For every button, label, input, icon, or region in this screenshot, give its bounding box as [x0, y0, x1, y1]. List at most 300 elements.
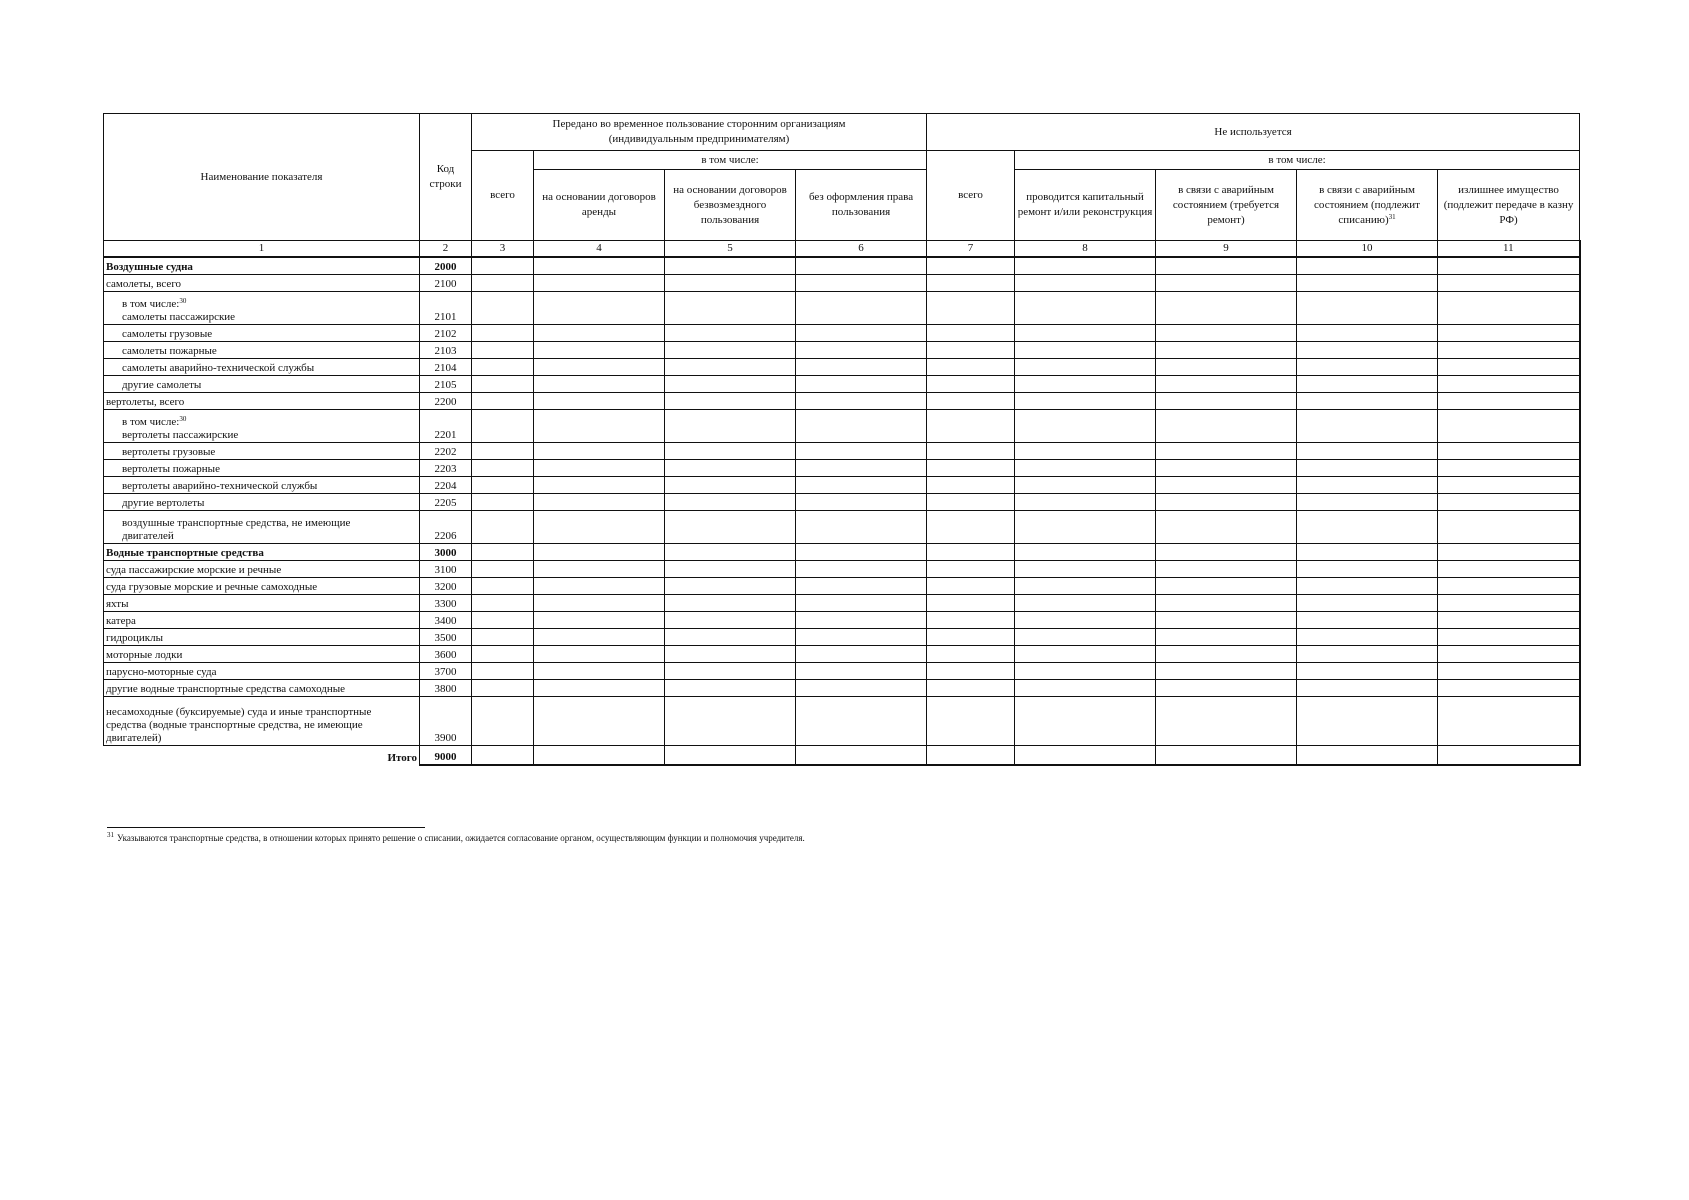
value-cell-col-10[interactable] [1297, 342, 1438, 359]
value-cell-col-3[interactable] [472, 460, 534, 477]
header-lease: на основании договоров аренды [534, 170, 665, 241]
column-number-row [104, 241, 1580, 258]
total-cell-col-5[interactable] [665, 746, 796, 766]
table-row [104, 477, 1580, 494]
value-cell-col-9[interactable] [1156, 460, 1297, 477]
value-cell-col-3[interactable] [472, 511, 534, 544]
value-cell-col-11[interactable] [1438, 612, 1580, 629]
row-code: 3800 [420, 680, 472, 697]
value-cell-col-3[interactable] [472, 612, 534, 629]
row-code: 2204 [420, 477, 472, 494]
column-number: 6 [796, 241, 927, 258]
value-cell-col-5[interactable] [665, 257, 796, 275]
value-cell-col-9[interactable] [1156, 595, 1297, 612]
total-cell-col-3[interactable] [472, 746, 534, 766]
value-cell-col-9[interactable] [1156, 393, 1297, 410]
row-label: самолеты, всего [106, 278, 182, 290]
value-cell-col-8[interactable] [1015, 342, 1156, 359]
value-cell-col-9[interactable] [1156, 257, 1297, 275]
value-cell-col-10[interactable] [1297, 663, 1438, 680]
value-cell-col-10[interactable] [1297, 646, 1438, 663]
value-cell-col-8[interactable] [1015, 544, 1156, 561]
table-row [104, 275, 1580, 292]
row-label: яхты [106, 598, 129, 610]
value-cell-col-4[interactable] [534, 646, 665, 663]
row-label-cell [104, 511, 420, 544]
value-cell-col-10[interactable] [1297, 460, 1438, 477]
column-number: 11 [1438, 241, 1580, 258]
value-cell-col-7[interactable] [927, 342, 1015, 359]
value-cell-col-11[interactable] [1438, 393, 1580, 410]
row-code: 3300 [420, 595, 472, 612]
value-cell-col-10[interactable] [1297, 477, 1438, 494]
value-cell-col-4[interactable] [534, 393, 665, 410]
value-cell-col-9[interactable] [1156, 629, 1297, 646]
total-cell-col-10[interactable] [1297, 746, 1438, 766]
row-label: вертолеты, всего [106, 396, 185, 408]
row-label: гидроциклы [106, 632, 163, 644]
row-label-cell [104, 257, 420, 275]
value-cell-col-11[interactable] [1438, 578, 1580, 595]
value-cell-col-8[interactable] [1015, 680, 1156, 697]
value-cell-col-4[interactable] [534, 275, 665, 292]
value-cell-col-8[interactable] [1015, 663, 1156, 680]
value-cell-col-7[interactable] [927, 460, 1015, 477]
column-number: 9 [1156, 241, 1297, 258]
value-cell-col-7[interactable] [927, 663, 1015, 680]
value-cell-col-9[interactable] [1156, 511, 1297, 544]
total-cell-col-9[interactable] [1156, 746, 1297, 766]
value-cell-col-9[interactable] [1156, 494, 1297, 511]
value-cell-col-11[interactable] [1438, 697, 1580, 746]
value-cell-col-5[interactable] [665, 612, 796, 629]
row-code: 2206 [420, 511, 472, 544]
report-sheet [103, 113, 1579, 766]
row-label-cell [104, 359, 420, 376]
value-cell-col-6[interactable] [796, 342, 927, 359]
value-cell-col-7[interactable] [927, 257, 1015, 275]
value-cell-col-5[interactable] [665, 578, 796, 595]
value-cell-col-5[interactable] [665, 595, 796, 612]
row-code: 2201 [420, 410, 472, 443]
value-cell-col-6[interactable] [796, 646, 927, 663]
value-cell-col-3[interactable] [472, 663, 534, 680]
value-cell-col-4[interactable] [534, 663, 665, 680]
column-number: 8 [1015, 241, 1156, 258]
value-cell-col-9[interactable] [1156, 544, 1297, 561]
value-cell-col-8[interactable] [1015, 612, 1156, 629]
row-label: вертолеты пожарные [122, 463, 220, 475]
row-code: 2104 [420, 359, 472, 376]
total-cell-col-11[interactable] [1438, 746, 1580, 766]
value-cell-col-4[interactable] [534, 325, 665, 342]
value-cell-col-3[interactable] [472, 393, 534, 410]
value-cell-col-8[interactable] [1015, 292, 1156, 325]
value-cell-col-10[interactable] [1297, 257, 1438, 275]
value-cell-col-3[interactable] [472, 561, 534, 578]
row-label: двигателей) [106, 732, 162, 744]
row-label: парусно-моторные суда [106, 666, 217, 678]
value-cell-col-5[interactable] [665, 697, 796, 746]
value-cell-col-8[interactable] [1015, 325, 1156, 342]
value-cell-col-3[interactable] [472, 342, 534, 359]
value-cell-col-11[interactable] [1438, 561, 1580, 578]
value-cell-col-11[interactable] [1438, 511, 1580, 544]
value-cell-col-11[interactable] [1438, 629, 1580, 646]
value-cell-col-5[interactable] [665, 646, 796, 663]
value-cell-col-7[interactable] [927, 275, 1015, 292]
header-transferred-total: всего [472, 151, 534, 241]
value-cell-col-3[interactable] [472, 646, 534, 663]
value-cell-col-5[interactable] [665, 460, 796, 477]
value-cell-col-8[interactable] [1015, 578, 1156, 595]
value-cell-col-6[interactable] [796, 494, 927, 511]
total-row [104, 746, 1580, 766]
value-cell-col-8[interactable] [1015, 376, 1156, 393]
value-cell-col-5[interactable] [665, 680, 796, 697]
value-cell-col-7[interactable] [927, 376, 1015, 393]
value-cell-col-10[interactable] [1297, 275, 1438, 292]
value-cell-col-5[interactable] [665, 292, 796, 325]
value-cell-col-9[interactable] [1156, 443, 1297, 460]
row-label: самолеты пассажирские [122, 311, 236, 323]
value-cell-col-5[interactable] [665, 325, 796, 342]
value-cell-col-7[interactable] [927, 561, 1015, 578]
header-free-use: на основании договоров безвозмездного пользования [665, 170, 796, 241]
value-cell-col-10[interactable] [1297, 359, 1438, 376]
value-cell-col-4[interactable] [534, 410, 665, 443]
value-cell-col-10[interactable] [1297, 595, 1438, 612]
value-cell-col-9[interactable] [1156, 612, 1297, 629]
value-cell-col-8[interactable] [1015, 629, 1156, 646]
value-cell-col-10[interactable] [1297, 544, 1438, 561]
value-cell-col-4[interactable] [534, 612, 665, 629]
value-cell-col-7[interactable] [927, 325, 1015, 342]
value-cell-col-10[interactable] [1297, 393, 1438, 410]
value-cell-col-3[interactable] [472, 697, 534, 746]
row-code: 3000 [420, 544, 472, 561]
value-cell-col-7[interactable] [927, 292, 1015, 325]
value-cell-col-4[interactable] [534, 342, 665, 359]
table-row [104, 612, 1580, 629]
value-cell-col-9[interactable] [1156, 697, 1297, 746]
value-cell-col-4[interactable] [534, 561, 665, 578]
value-cell-col-11[interactable] [1438, 680, 1580, 697]
table-body [104, 257, 1580, 765]
row-label-prefix: в том числе: [122, 416, 180, 428]
value-cell-col-8[interactable] [1015, 460, 1156, 477]
row-label-cell [104, 578, 420, 595]
value-cell-col-6[interactable] [796, 663, 927, 680]
header-no-right: без оформления права пользования [796, 170, 927, 241]
value-cell-col-8[interactable] [1015, 646, 1156, 663]
value-cell-col-9[interactable] [1156, 359, 1297, 376]
value-cell-col-11[interactable] [1438, 460, 1580, 477]
value-cell-col-6[interactable] [796, 578, 927, 595]
value-cell-col-5[interactable] [665, 342, 796, 359]
header-not-used-group: Не используется [927, 114, 1580, 151]
value-cell-col-11[interactable] [1438, 595, 1580, 612]
value-cell-col-7[interactable] [927, 393, 1015, 410]
value-cell-col-6[interactable] [796, 511, 927, 544]
value-cell-col-5[interactable] [665, 477, 796, 494]
value-cell-col-4[interactable] [534, 359, 665, 376]
value-cell-col-6[interactable] [796, 359, 927, 376]
header-emergency-writeoff-text: в связи с аварийным состоянием (подлежит списанию) [1314, 183, 1420, 226]
value-cell-col-11[interactable] [1438, 275, 1580, 292]
row-label: вертолеты аварийно-технической службы [122, 480, 318, 492]
value-cell-col-6[interactable] [796, 697, 927, 746]
value-cell-col-6[interactable] [796, 544, 927, 561]
value-cell-col-7[interactable] [927, 443, 1015, 460]
value-cell-col-7[interactable] [927, 410, 1015, 443]
value-cell-col-8[interactable] [1015, 393, 1156, 410]
row-code: 2100 [420, 275, 472, 292]
total-cell-col-4[interactable] [534, 746, 665, 766]
value-cell-col-10[interactable] [1297, 629, 1438, 646]
value-cell-col-7[interactable] [927, 578, 1015, 595]
value-cell-col-8[interactable] [1015, 511, 1156, 544]
value-cell-col-11[interactable] [1438, 646, 1580, 663]
row-code: 3500 [420, 629, 472, 646]
value-cell-col-11[interactable] [1438, 477, 1580, 494]
value-cell-col-3[interactable] [472, 544, 534, 561]
header-name-col: Наименование показателя [104, 114, 420, 241]
row-code: 3400 [420, 612, 472, 629]
value-cell-col-7[interactable] [927, 359, 1015, 376]
value-cell-col-6[interactable] [796, 275, 927, 292]
value-cell-col-6[interactable] [796, 410, 927, 443]
value-cell-col-9[interactable] [1156, 578, 1297, 595]
row-label: моторные лодки [106, 649, 183, 661]
total-label: Итого [104, 746, 420, 766]
value-cell-col-8[interactable] [1015, 359, 1156, 376]
value-cell-col-4[interactable] [534, 697, 665, 746]
value-cell-col-5[interactable] [665, 376, 796, 393]
value-cell-col-4[interactable] [534, 595, 665, 612]
value-cell-col-5[interactable] [665, 663, 796, 680]
row-code: 2101 [420, 292, 472, 325]
value-cell-col-5[interactable] [665, 275, 796, 292]
value-cell-col-9[interactable] [1156, 646, 1297, 663]
value-cell-col-8[interactable] [1015, 275, 1156, 292]
column-number: 2 [420, 241, 472, 258]
value-cell-col-7[interactable] [927, 629, 1015, 646]
value-cell-col-6[interactable] [796, 292, 927, 325]
value-cell-col-5[interactable] [665, 629, 796, 646]
value-cell-col-8[interactable] [1015, 595, 1156, 612]
value-cell-col-8[interactable] [1015, 443, 1156, 460]
value-cell-col-11[interactable] [1438, 544, 1580, 561]
table-row [104, 443, 1580, 460]
value-cell-col-7[interactable] [927, 646, 1015, 663]
header-notused-total: всего [927, 151, 1015, 241]
value-cell-col-11[interactable] [1438, 257, 1580, 275]
row-label-cell [104, 629, 420, 646]
value-cell-col-8[interactable] [1015, 697, 1156, 746]
value-cell-col-3[interactable] [472, 578, 534, 595]
value-cell-col-3[interactable] [472, 257, 534, 275]
row-label-cell [104, 663, 420, 680]
value-cell-col-3[interactable] [472, 629, 534, 646]
value-cell-col-6[interactable] [796, 680, 927, 697]
value-cell-col-4[interactable] [534, 376, 665, 393]
total-cell-col-6[interactable] [796, 746, 927, 766]
header-transferred-group: Передано во временное пользование сторонним организациям (индивидуальным предпринимателям) [472, 114, 927, 151]
value-cell-col-10[interactable] [1297, 443, 1438, 460]
header-surplus: излишнее имущество (подлежит передаче в казну РФ) [1438, 170, 1580, 241]
value-cell-col-5[interactable] [665, 443, 796, 460]
row-label-cell [104, 376, 420, 393]
value-cell-col-9[interactable] [1156, 680, 1297, 697]
total-cell-col-7[interactable] [927, 746, 1015, 766]
value-cell-col-3[interactable] [472, 325, 534, 342]
row-label-cell [104, 680, 420, 697]
value-cell-col-6[interactable] [796, 257, 927, 275]
value-cell-col-10[interactable] [1297, 578, 1438, 595]
value-cell-col-7[interactable] [927, 680, 1015, 697]
row-label: вертолеты грузовые [122, 446, 216, 458]
value-cell-col-6[interactable] [796, 612, 927, 629]
row-code: 3700 [420, 663, 472, 680]
value-cell-col-5[interactable] [665, 561, 796, 578]
value-cell-col-10[interactable] [1297, 494, 1438, 511]
row-label-cell [104, 342, 420, 359]
row-code: 2203 [420, 460, 472, 477]
value-cell-col-10[interactable] [1297, 511, 1438, 544]
value-cell-col-9[interactable] [1156, 292, 1297, 325]
value-cell-col-6[interactable] [796, 629, 927, 646]
value-cell-col-11[interactable] [1438, 376, 1580, 393]
value-cell-col-7[interactable] [927, 697, 1015, 746]
value-cell-col-7[interactable] [927, 544, 1015, 561]
value-cell-col-10[interactable] [1297, 292, 1438, 325]
value-cell-col-4[interactable] [534, 292, 665, 325]
value-cell-col-4[interactable] [534, 460, 665, 477]
value-cell-col-3[interactable] [472, 477, 534, 494]
row-code: 2202 [420, 443, 472, 460]
value-cell-col-11[interactable] [1438, 342, 1580, 359]
total-cell-col-8[interactable] [1015, 746, 1156, 766]
value-cell-col-10[interactable] [1297, 325, 1438, 342]
value-cell-col-11[interactable] [1438, 410, 1580, 443]
header-code-col: Код строки [420, 114, 472, 241]
value-cell-col-4[interactable] [534, 629, 665, 646]
value-cell-col-4[interactable] [534, 257, 665, 275]
table-row [104, 325, 1580, 342]
value-cell-col-10[interactable] [1297, 612, 1438, 629]
value-cell-col-6[interactable] [796, 325, 927, 342]
value-cell-col-3[interactable] [472, 595, 534, 612]
value-cell-col-6[interactable] [796, 477, 927, 494]
value-cell-col-4[interactable] [534, 544, 665, 561]
value-cell-col-3[interactable] [472, 275, 534, 292]
value-cell-col-10[interactable] [1297, 680, 1438, 697]
value-cell-col-11[interactable] [1438, 443, 1580, 460]
value-cell-col-4[interactable] [534, 578, 665, 595]
row-label-cell [104, 494, 420, 511]
value-cell-col-9[interactable] [1156, 477, 1297, 494]
value-cell-col-3[interactable] [472, 494, 534, 511]
value-cell-col-8[interactable] [1015, 257, 1156, 275]
value-cell-col-3[interactable] [472, 376, 534, 393]
value-cell-col-5[interactable] [665, 393, 796, 410]
value-cell-col-6[interactable] [796, 443, 927, 460]
header-emergency-writeoff [1297, 170, 1438, 241]
value-cell-col-4[interactable] [534, 494, 665, 511]
value-cell-col-9[interactable] [1156, 275, 1297, 292]
value-cell-col-11[interactable] [1438, 663, 1580, 680]
row-label: суда пассажирские морские и речные [106, 564, 282, 576]
value-cell-col-9[interactable] [1156, 663, 1297, 680]
value-cell-col-10[interactable] [1297, 376, 1438, 393]
value-cell-col-9[interactable] [1156, 561, 1297, 578]
value-cell-col-7[interactable] [927, 477, 1015, 494]
row-label-cell [104, 646, 420, 663]
value-cell-col-7[interactable] [927, 494, 1015, 511]
value-cell-col-7[interactable] [927, 595, 1015, 612]
value-cell-col-11[interactable] [1438, 325, 1580, 342]
value-cell-col-6[interactable] [796, 595, 927, 612]
column-number: 10 [1297, 241, 1438, 258]
value-cell-col-9[interactable] [1156, 376, 1297, 393]
value-cell-col-3[interactable] [472, 359, 534, 376]
value-cell-col-4[interactable] [534, 477, 665, 494]
value-cell-col-10[interactable] [1297, 697, 1438, 746]
value-cell-col-9[interactable] [1156, 325, 1297, 342]
value-cell-col-8[interactable] [1015, 494, 1156, 511]
table-row [104, 410, 1580, 443]
value-cell-col-11[interactable] [1438, 359, 1580, 376]
value-cell-col-10[interactable] [1297, 410, 1438, 443]
table-row [104, 578, 1580, 595]
value-cell-col-11[interactable] [1438, 292, 1580, 325]
value-cell-col-4[interactable] [534, 443, 665, 460]
value-cell-col-8[interactable] [1015, 477, 1156, 494]
value-cell-col-9[interactable] [1156, 342, 1297, 359]
value-cell-col-6[interactable] [796, 376, 927, 393]
value-cell-col-5[interactable] [665, 410, 796, 443]
row-label: вертолеты пассажирские [122, 429, 239, 441]
value-cell-col-5[interactable] [665, 359, 796, 376]
value-cell-col-8[interactable] [1015, 410, 1156, 443]
header-repair: проводится капитальный ремонт и/или реконструкция [1015, 170, 1156, 241]
value-cell-col-4[interactable] [534, 511, 665, 544]
table-row [104, 511, 1580, 544]
value-cell-col-6[interactable] [796, 393, 927, 410]
value-cell-col-3[interactable] [472, 410, 534, 443]
value-cell-col-11[interactable] [1438, 494, 1580, 511]
value-cell-col-7[interactable] [927, 511, 1015, 544]
value-cell-col-10[interactable] [1297, 561, 1438, 578]
value-cell-col-6[interactable] [796, 460, 927, 477]
value-cell-col-5[interactable] [665, 494, 796, 511]
value-cell-col-3[interactable] [472, 680, 534, 697]
row-label-prefix: несамоходные (буксируемые) суда и иные транспортные [106, 706, 372, 718]
value-cell-col-8[interactable] [1015, 561, 1156, 578]
value-cell-col-5[interactable] [665, 511, 796, 544]
value-cell-col-3[interactable] [472, 443, 534, 460]
value-cell-col-3[interactable] [472, 292, 534, 325]
value-cell-col-7[interactable] [927, 612, 1015, 629]
column-number: 4 [534, 241, 665, 258]
value-cell-col-4[interactable] [534, 680, 665, 697]
table-row [104, 697, 1580, 746]
row-code: 3600 [420, 646, 472, 663]
value-cell-col-6[interactable] [796, 561, 927, 578]
value-cell-col-9[interactable] [1156, 410, 1297, 443]
value-cell-col-5[interactable] [665, 544, 796, 561]
